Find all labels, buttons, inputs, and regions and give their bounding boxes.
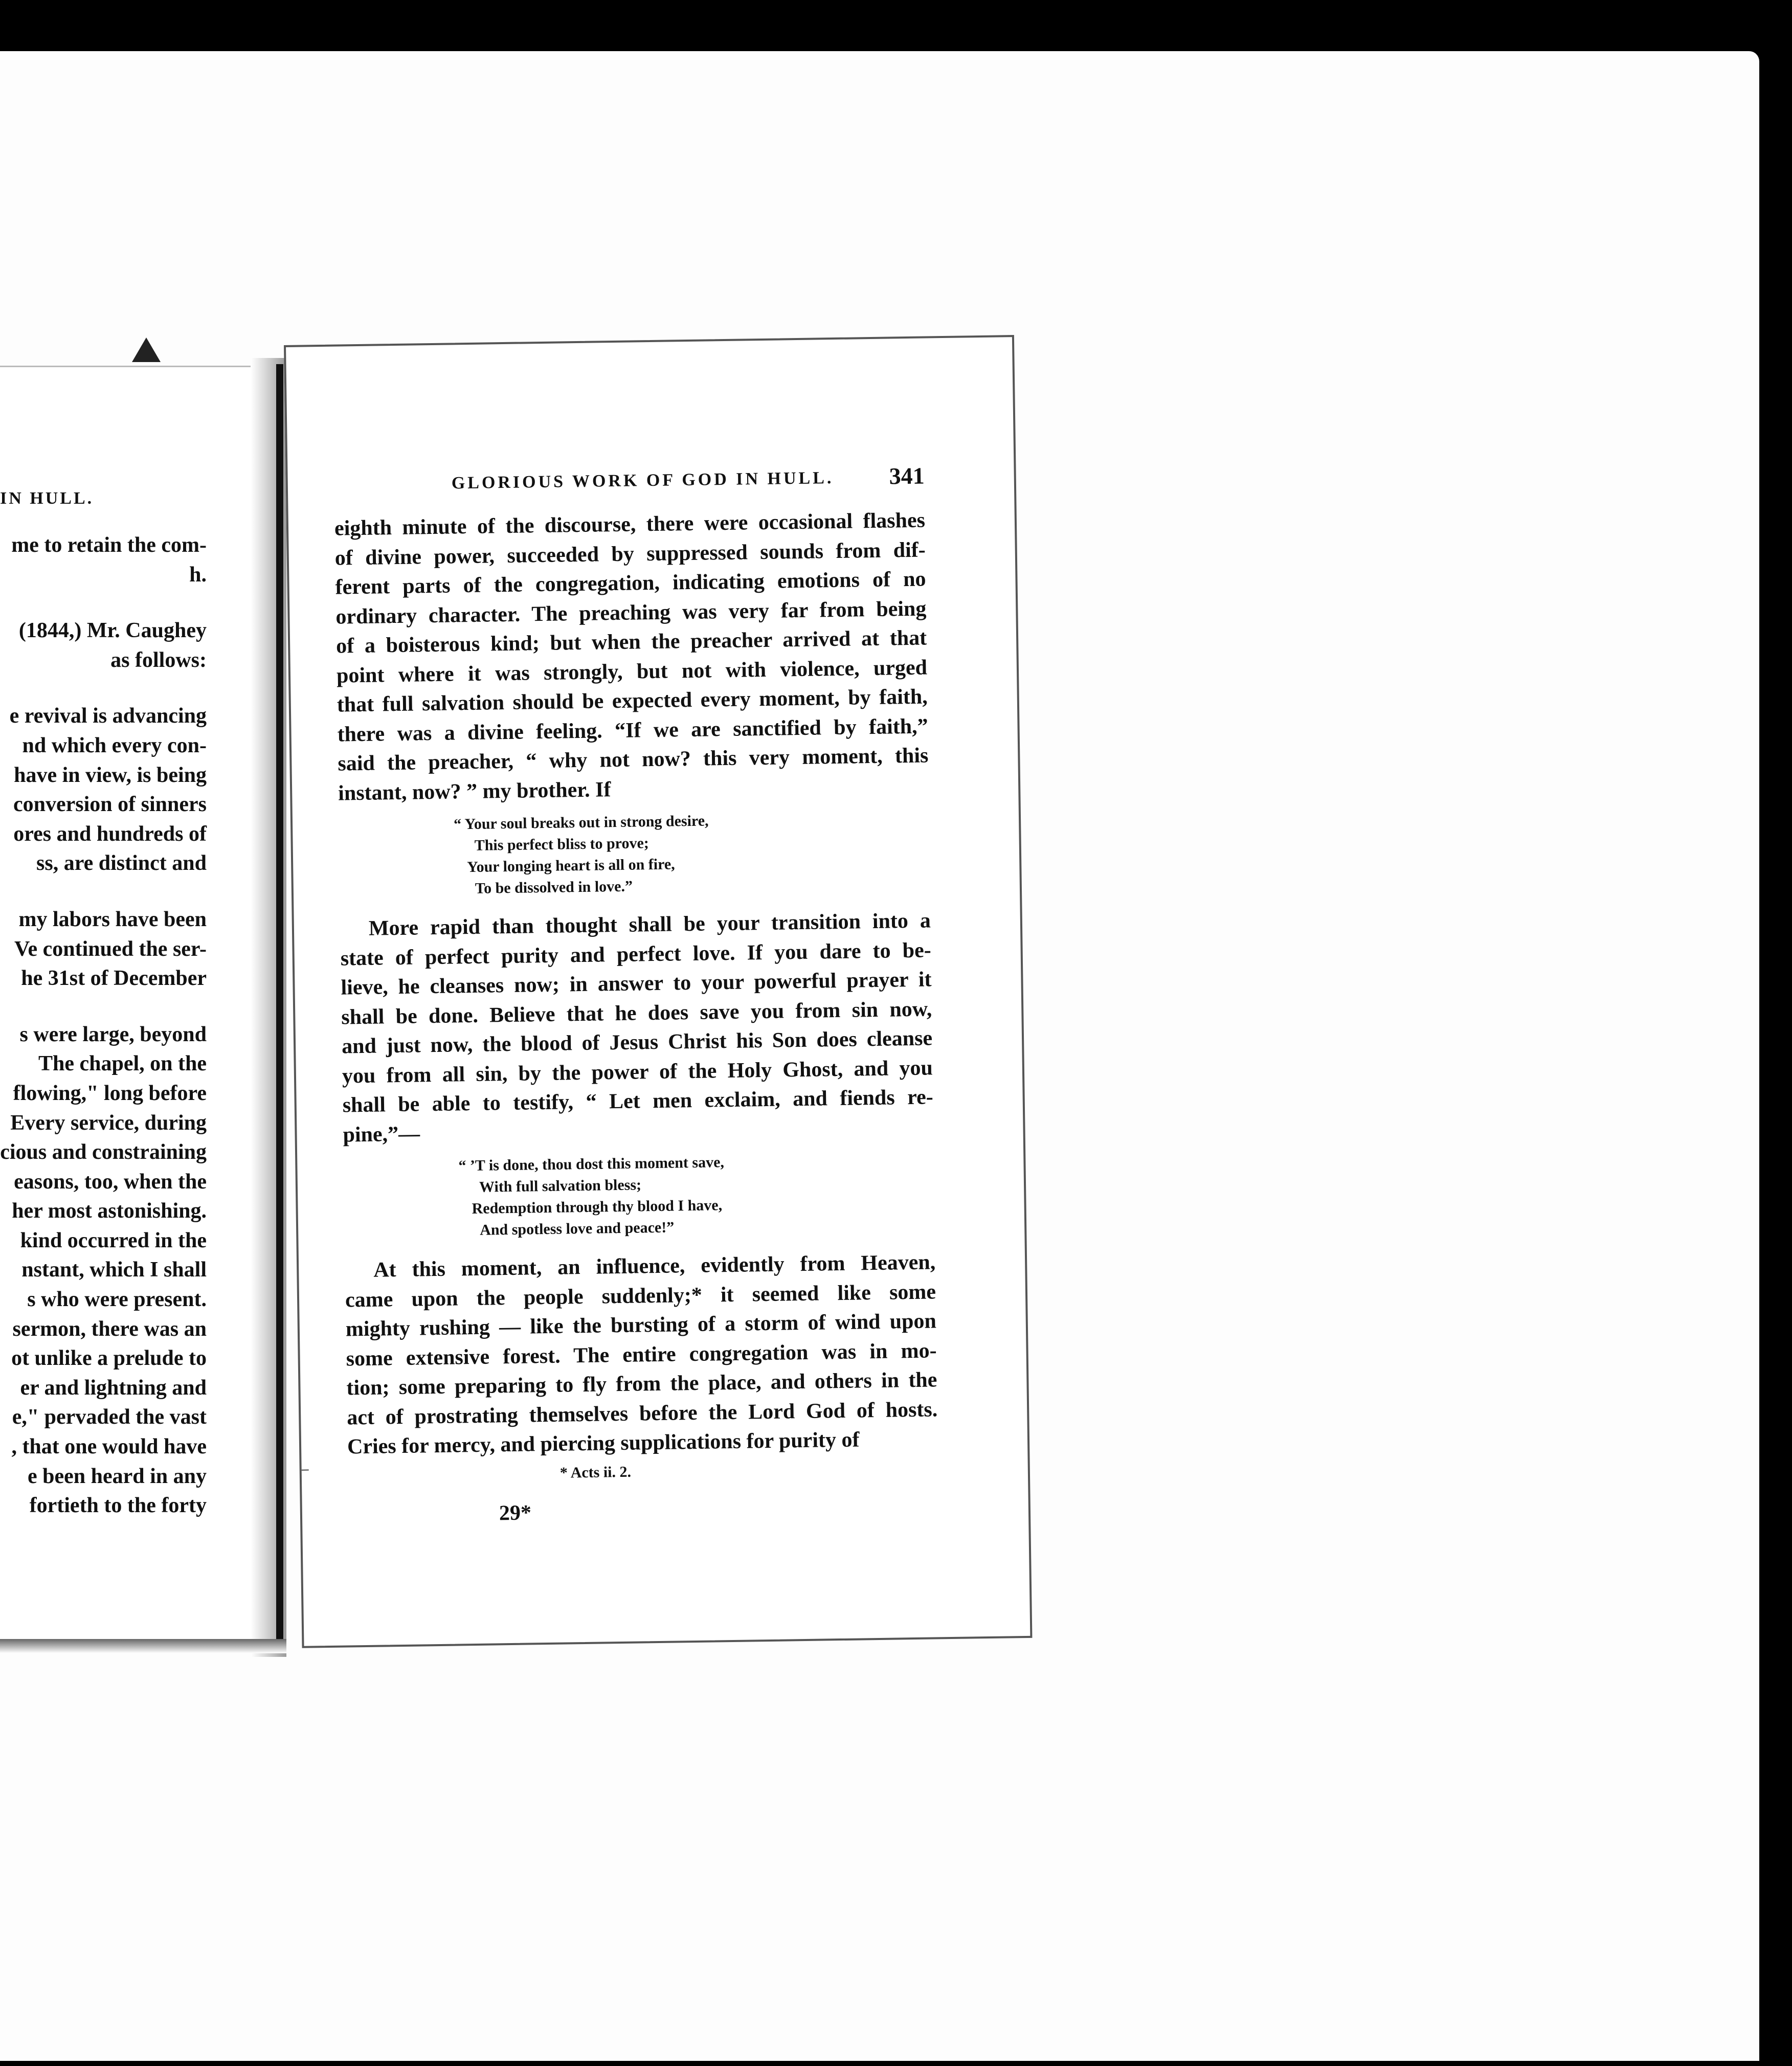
- right-page: [284, 335, 1032, 1648]
- verse-line: This perfect bliss to prove;: [474, 835, 649, 854]
- footnote: * Acts ii. 2.: [559, 1463, 632, 1481]
- page-header: [287, 462, 925, 502]
- text-line: of a boisterous kind; but when the preacher arrived at that: [335, 626, 927, 658]
- left-text-line: fortieth to the forty: [29, 1494, 207, 1518]
- left-page-text: [0, 531, 207, 1521]
- left-text-line: , that one would have: [11, 1435, 207, 1459]
- body-text: [334, 506, 938, 1462]
- left-text-line: [0, 879, 207, 905]
- text-line: instant, now? ” my brother. If: [338, 777, 611, 805]
- text-line: shall be done. Believe that he does save you from sin now,: [341, 997, 932, 1029]
- verse-line: With full salvation bless;: [479, 1176, 642, 1196]
- left-text-line: er and lightning and: [20, 1376, 207, 1400]
- left-text-line: have in view, is being: [14, 763, 207, 787]
- paragraph-2: [340, 906, 934, 1150]
- left-text-line: conversion of sinners: [13, 793, 207, 817]
- left-text-line: nd which every con-: [22, 733, 207, 757]
- text-line: mighty rushing — like the bursting of a storm of wind upon: [345, 1309, 937, 1341]
- left-text-line: he 31st of December: [21, 967, 207, 991]
- left-text-line: flowing," long before: [13, 1081, 207, 1105]
- text-line: eighth minute of the discourse, there were occasional flashes: [334, 508, 926, 541]
- left-text-line: Every service, during: [10, 1111, 207, 1135]
- left-text-line: s were large, beyond: [19, 1022, 207, 1046]
- left-text-line: s who were present.: [27, 1288, 207, 1312]
- left-text-line: ot unlike a prelude to: [11, 1346, 207, 1371]
- signature-mark: 29*: [499, 1501, 532, 1525]
- left-text-line: e been heard in any: [27, 1464, 207, 1488]
- book-spine: [276, 364, 283, 1650]
- left-text-line: my labors have been: [18, 907, 207, 931]
- text-line: of divine power, succeeded by suppressed sounds from dif-: [334, 538, 926, 570]
- left-running-head: IN HULL.: [0, 489, 94, 508]
- text-line: some extensive forest. The entire congregation was in mo-: [346, 1338, 937, 1371]
- left-text-line: ss, are distinct and: [36, 851, 207, 875]
- left-text-line: sermon, there was an: [12, 1317, 207, 1341]
- text-line: shall be able to testify, “ Let men exclaim, and fiends re-: [342, 1085, 933, 1117]
- verse-line: Redemption through thy blood I have,: [472, 1197, 723, 1218]
- text-line: pine,”—: [343, 1121, 420, 1147]
- text-line: you from all sin, by the power of the Holy Ghost, and you: [342, 1056, 933, 1088]
- left-text-line: nstant, which I shall: [21, 1258, 207, 1282]
- left-text-line: (1844,) Mr. Caughey: [18, 619, 207, 643]
- left-text-line: e revival is advancing: [9, 704, 207, 728]
- text-line: came upon the people suddenly;* it seemed like some: [345, 1279, 936, 1312]
- left-text-line: easons, too, when the: [14, 1170, 207, 1194]
- left-text-line: [0, 994, 207, 1020]
- paragraph-3: [345, 1248, 938, 1462]
- left-facing-page: [0, 366, 276, 1651]
- left-text-line: Ve continued the ser-: [14, 937, 207, 961]
- running-head: GLORIOUS WORK OF GOD IN HULL.: [451, 468, 834, 493]
- text-line: At this moment, an influence, evidently from Heaven,: [373, 1250, 936, 1282]
- text-line: lieve, he cleanses now; in answer to your powerful prayer it: [341, 968, 932, 1000]
- footnote-mark: [302, 1470, 309, 1471]
- text-line: ordinary character. The preaching was very far from being: [335, 597, 927, 629]
- left-text-line: her most astonishing.: [12, 1199, 207, 1223]
- left-text-line: cious and constraining: [0, 1140, 207, 1164]
- text-line: that full salvation should be expected every moment, by faith,: [337, 685, 928, 717]
- text-line: there was a divine feeling. “If we are sanctified by faith,”: [337, 714, 928, 747]
- text-line: Cries for mercy, and piercing supplications for purity of: [347, 1428, 860, 1459]
- verse-2: [343, 1149, 935, 1243]
- text-line: point where it was strongly, but not with violence, urged: [336, 656, 928, 688]
- left-text-line: as follows:: [110, 648, 207, 672]
- verse-line: To be dissolved in love.”: [475, 878, 633, 897]
- page-tear-mark: [132, 338, 161, 362]
- page-number: 341: [889, 462, 925, 489]
- left-text-line: e," pervaded the vast: [12, 1405, 207, 1429]
- text-line: ferent parts of the congregation, indicating emotions of no: [335, 567, 926, 599]
- left-text-line: me to retain the com-: [11, 533, 207, 557]
- text-line: tion; some preparing to fly from the place, and others in the: [346, 1368, 937, 1400]
- left-text-line: [0, 590, 207, 616]
- page-bottom-shadow: [0, 1639, 286, 1653]
- text-line: act of prostrating themselves before the Lord God of hosts.: [346, 1397, 938, 1429]
- verse-line: “ ’T is done, thou dost this moment save,: [458, 1154, 725, 1175]
- text-line: and just now, the blood of Jesus Christ his Son does cleanse: [341, 1026, 933, 1059]
- left-text-line: h.: [189, 563, 207, 587]
- left-text-line: kind occurred in the: [20, 1228, 207, 1252]
- text-line: state of perfect purity and perfect love. If you dare to be-: [340, 938, 931, 971]
- verse-line: Your longing heart is all on fire,: [467, 856, 675, 876]
- text-line: said the preacher, “ why not now? this very moment, this: [338, 744, 929, 776]
- verse-line: And spotless love and peace!”: [479, 1219, 675, 1239]
- text-line: More rapid than thought shall be your transition into a: [368, 909, 931, 940]
- left-text-line: [0, 675, 207, 702]
- verse-line: “ Your soul breaks out in strong desire,: [453, 812, 709, 833]
- left-text-line: ores and hundreds of: [13, 822, 207, 846]
- left-text-line: The chapel, on the: [38, 1052, 207, 1076]
- paragraph-1: [334, 506, 929, 809]
- verse-1: [339, 807, 930, 901]
